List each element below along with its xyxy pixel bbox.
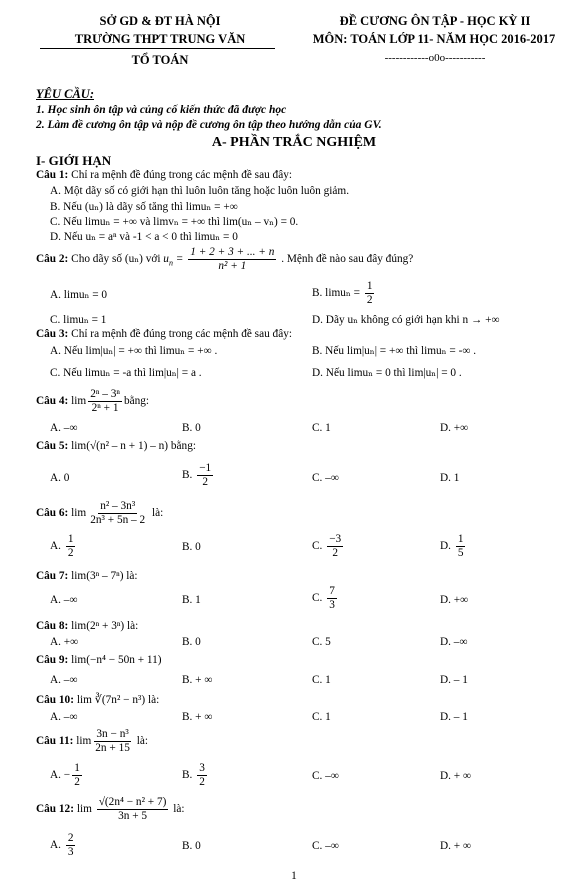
q12-option-d: D. + ∞: [440, 840, 472, 852]
q9-option-d: D. – 1: [440, 674, 468, 686]
q7-option-d: D. +∞: [440, 594, 469, 606]
question-12: Câu 12: lim $\frac{\text{√(2n⁴ − n² + 7)}}{3n + 5}$ là:: [36, 796, 185, 822]
q5-option-b: B. $\frac{-1}{2}$: [182, 462, 212, 488]
q8-option-a: A. +∞: [50, 636, 79, 648]
q3-option-d: D. Nếu limuₙ = 0 thì lim|uₙ| = 0 .: [312, 367, 462, 379]
question-text: Chỉ ra mệnh đề đúng trong các mệnh đề sau đây:: [71, 169, 293, 181]
q11-option-d: D. + ∞: [440, 770, 472, 782]
question-6: Câu 6: lim $\frac{\text{n² – 3n³}}{\text{2n³ + 5n – 2}}$ là:: [36, 500, 164, 526]
q8-option-b: B. 0: [182, 636, 201, 648]
q6-option-b: B. 0: [182, 541, 201, 553]
q6-option-c: C. $\frac{-3}{2}$: [312, 533, 342, 559]
q8-option-d: D. –∞: [440, 636, 468, 648]
question-text: Chỉ ra mệnh đề đúng trong các mệnh đề sau đây:: [71, 328, 293, 340]
fraction-numerator: 1 + 2 + 3 + ... + n: [190, 246, 275, 258]
department-name: TỔ TOÁN: [131, 53, 189, 67]
q1-option-a: A. Một dãy số có giới hạn thì luôn luôn tăng hoặc luôn luôn giảm.: [50, 185, 350, 197]
q7-option-b: B. 1: [182, 594, 201, 606]
q5-option-c: C. –∞: [312, 472, 339, 484]
q10-option-b: B. + ∞: [182, 711, 213, 723]
question-label: Câu 3:: [36, 328, 69, 340]
school-dept: SỞ GD & ĐT HÀ NỘI: [99, 14, 221, 28]
question-text: Cho dãy số (uₙ) với: [71, 253, 161, 266]
question-7: Câu 7: lim(3ⁿ – 7ⁿ) là:: [36, 570, 138, 582]
fraction-denominator: n² + 1: [218, 259, 247, 272]
question-9: Câu 9: lim(−n⁴ − 50n + 11): [36, 654, 162, 666]
section-title: A- PHẦN TRẮC NGHIỆM: [211, 135, 377, 150]
q4-option-b: B. 0: [182, 422, 201, 434]
question-2: Câu 2: Cho dãy số (uₙ) với $u_n$ = $\frac{1 + 2 + 3 + ... + n}{\text{n² + 1}}$ . Mệnh đề nào sau đây đúng?: [36, 246, 414, 272]
requirements-title: YÊU CẦU:: [36, 87, 94, 101]
school-name: TRƯỜNG THPT TRUNG VĂN: [74, 32, 246, 46]
q11-option-b: B. $\frac{3}{2}$: [182, 762, 205, 788]
q10-option-c: C. 1: [312, 711, 331, 723]
question-4: Câu 4: lim $\frac{\text{2ⁿ – 3ⁿ}}{\text{2ⁿ + 1}}$ bằng:: [36, 388, 150, 414]
q4-option-d: D. +∞: [440, 422, 469, 434]
question-3: [36, 328, 292, 340]
q1-option-c: C. Nếu limuₙ = +∞ và limvₙ = +∞ thì lim(uₙ – vₙ) = 0.: [50, 216, 299, 228]
q6-option-d: D. $\frac{1}{5}$: [440, 533, 464, 559]
q2-option-c: C. limuₙ = 1: [50, 314, 107, 326]
q10-option-a: A. –∞: [50, 711, 78, 723]
q1-option-d: D. Nếu uₙ = aⁿ và -1 < a < 0 thì limuₙ = 0: [50, 231, 238, 243]
q2-option-b: B. limuₙ = $\frac{1}{2}$: [312, 280, 373, 306]
q5-option-d: D. 1: [440, 472, 460, 484]
q3-option-a: A. Nếu lim|uₙ| = +∞ thì limuₙ = +∞ .: [50, 345, 218, 357]
q5-option-a: A. 0: [50, 472, 70, 484]
q10-option-d: D. – 1: [440, 711, 468, 723]
q3-option-b: B. Nếu lim|uₙ| = +∞ thì limuₙ = -∞ .: [312, 345, 477, 357]
question-11: Câu 11: lim $\frac{\text{3n − n³}}{2n + 15}$ là:: [36, 728, 149, 754]
q8-option-c: C. 5: [312, 636, 331, 648]
q11-option-a: A. − $\frac{1}{2}$: [50, 762, 80, 788]
q4-option-a: A. –∞: [50, 422, 78, 434]
q12-option-a: A. $\frac{2}{3}$: [50, 832, 74, 858]
q4-option-c: C. 1: [312, 422, 331, 434]
q9-option-a: A. –∞: [50, 674, 78, 686]
question-10: Câu 10: lim ∛(7n² − n³) là:: [36, 694, 160, 706]
q12-option-b: B. 0: [182, 840, 201, 852]
q3-option-c: C. Nếu limuₙ = -a thì lim|uₙ| = a .: [50, 367, 202, 379]
decorative-divider: ------------o0o-----------: [384, 52, 486, 64]
subject-year: MÔN: TOÁN LỚP 11- NĂM HỌC 2016-2017: [312, 32, 556, 46]
q11-option-c: C. –∞: [312, 770, 339, 782]
subsection-title: I- GIỚI HẠN: [36, 153, 112, 168]
q9-option-c: C. 1: [312, 674, 331, 686]
requirement-1: 1. Học sinh ôn tập và củng cố kiến thức đã được học: [36, 104, 287, 116]
q1-option-b: B. Nếu (uₙ) là dãy số tăng thì limuₙ = +∞: [50, 201, 238, 213]
page-number: 1: [291, 870, 297, 882]
q12-option-c: C. –∞: [312, 840, 339, 852]
question-1: [36, 169, 292, 181]
requirement-2: 2. Làm đề cương ôn tập và nộp đề cương ôn tập theo hướng dẫn của GV.: [36, 119, 382, 131]
question-5: Câu 5: lim(√(n² – n + 1) – n) bằng:: [36, 440, 196, 452]
question-label: Câu 1:: [36, 169, 69, 181]
document-title: ĐỀ CƯƠNG ÔN TẬP - HỌC KỲ II: [339, 14, 531, 28]
question-8: Câu 8: lim(2ⁿ + 3ⁿ) là:: [36, 620, 139, 632]
q7-option-a: A. –∞: [50, 594, 78, 606]
question-text-end: . Mệnh đề nào sau đây đúng?: [281, 253, 414, 266]
q2-option-a: A. limuₙ = 0: [50, 289, 108, 301]
q6-option-a: A. $\frac{1}{2}$: [50, 533, 74, 559]
question-label: Câu 2:: [36, 253, 69, 266]
q7-option-c: C. $\frac{7}{3}$: [312, 585, 335, 611]
header-divider: [40, 48, 275, 49]
q2-option-d: D. Dãy uₙ không có giới hạn khi n → +∞: [312, 314, 500, 326]
q9-option-b: B. + ∞: [182, 674, 213, 686]
